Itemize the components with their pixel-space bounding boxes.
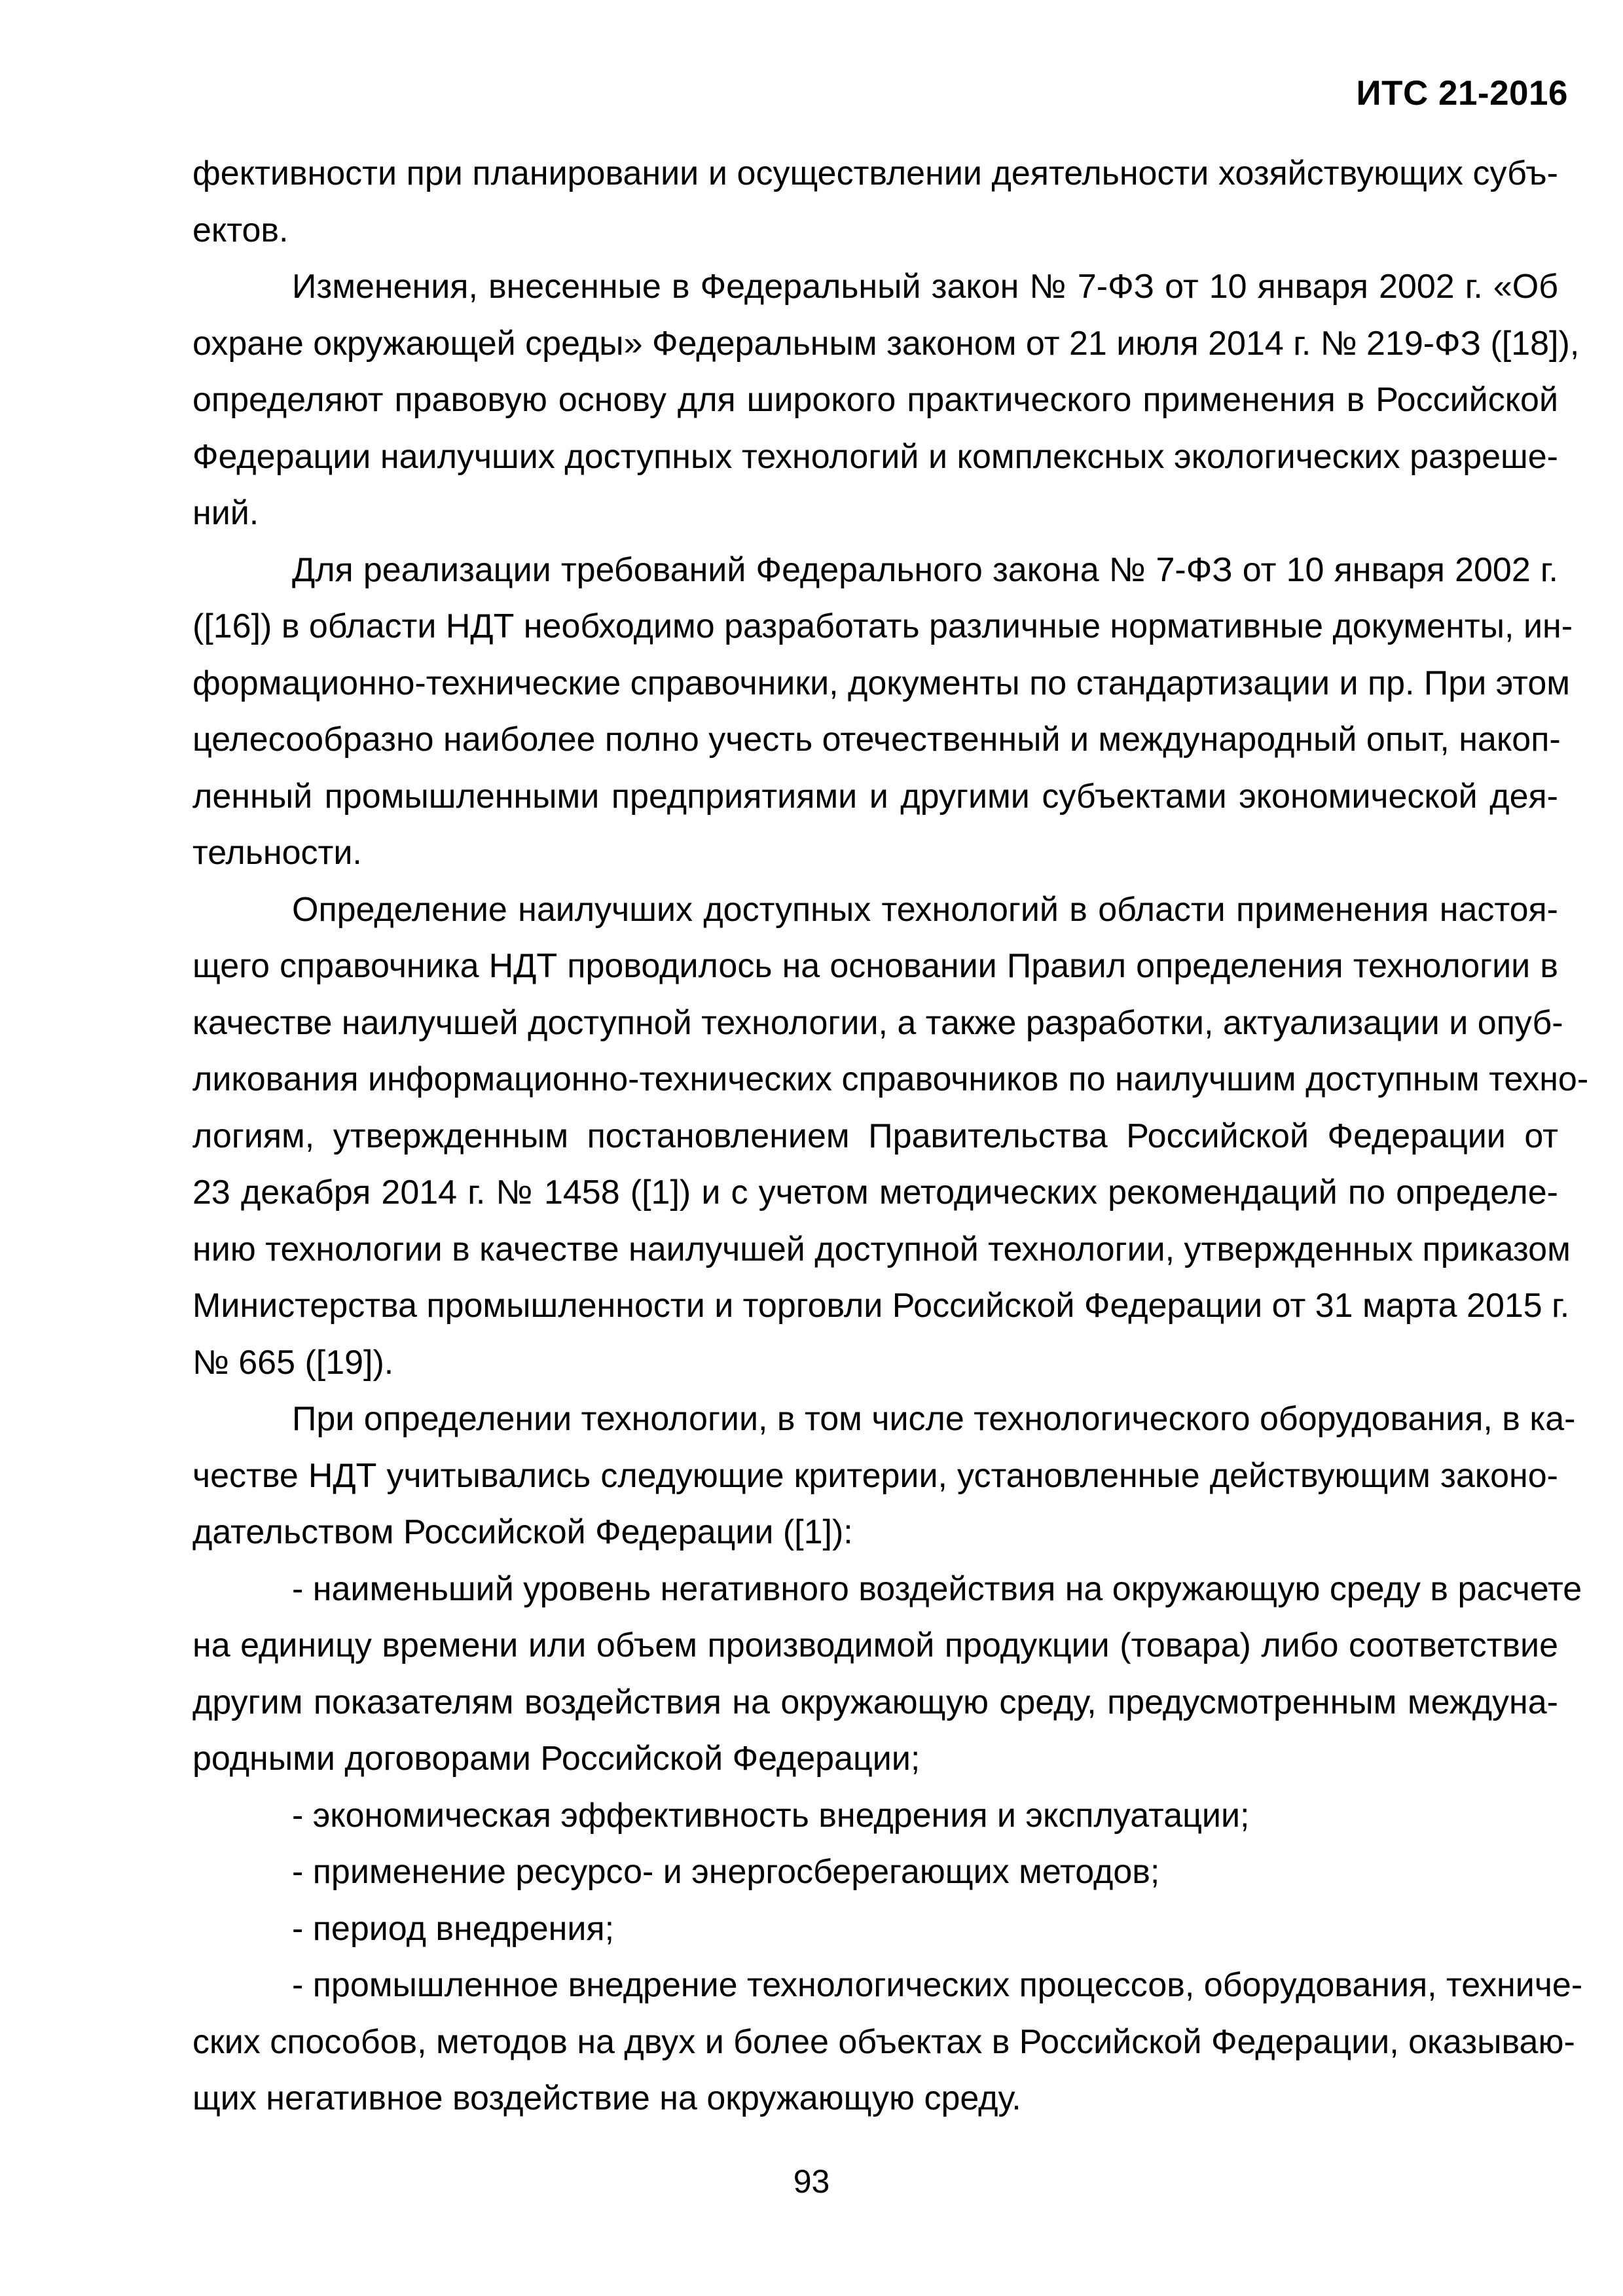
text-line: № 665 ([19]). <box>192 1343 394 1382</box>
text-line: целесообразно наиболее полно учесть отечественный и международный опыт, накоп- <box>192 721 1561 759</box>
text-line: щего справочника НДТ проводилось на основании Правил определения технологии в <box>192 947 1558 985</box>
text-line: Изменения, внесенные в Федеральный закон № 7-ФЗ от 10 января 2002 г. «Об <box>292 268 1558 306</box>
text-line: тельности. <box>192 834 362 872</box>
text-line: охране окружающей среды» Федеральным законом от 21 июля 2014 г. № 219-ФЗ ([18]), <box>192 324 1580 363</box>
text-line: 23 декабря 2014 г. № 1458 ([1]) и с учетом методических рекомендаций по определе- <box>192 1174 1558 1211</box>
text-line: - период внедрения; <box>292 1909 615 1948</box>
text-line: нию технологии в качестве наилучшей доступной технологии, утвержденных приказом <box>192 1230 1571 1268</box>
text-line: - наименьший уровень негативного воздействия на окружающую среду в расчете <box>292 1570 1582 1608</box>
text-line: - промышленное внедрение технологических процессов, оборудования, техниче- <box>292 1966 1583 2004</box>
text-line: фективности при планировании и осуществлении деятельности хозяйствующих субъ- <box>192 154 1558 192</box>
text-line: Для реализации требований Федерального закона № 7-ФЗ от 10 января 2002 г. <box>292 550 1558 589</box>
text-line: определяют правовую основу для широкого практического применения в Российской <box>192 381 1558 419</box>
text-line: честве НДТ учитывались следующие критерии, установленные действующим законо- <box>192 1456 1558 1495</box>
text-line: качестве наилучшей доступной технологии, а также разработки, актуализации и опуб- <box>192 1003 1563 1042</box>
text-line: ([16]) в области НДТ необходимо разработать различные нормативные документы, ин- <box>192 607 1573 645</box>
text-line: на единицу времени или объем производимой продукции (товара) либо соответствие <box>192 1626 1558 1664</box>
text-line: щих негативное воздействие на окружающую среду. <box>192 2079 1021 2117</box>
text-line: формационно-технические справочники, документы по стандартизации и пр. При этом <box>192 664 1570 702</box>
text-line: Определение наилучших доступных технологий в области применения настоя- <box>292 890 1558 929</box>
text-line: Министерства промышленности и торговли Российской Федерации от 31 марта 2015 г. <box>192 1287 1570 1325</box>
text-line: дательством Российской Федерации ([1]): <box>192 1513 853 1551</box>
text-line: логиям, утвержденным постановлением Правительства Российской Федерации от <box>192 1117 1558 1155</box>
text-line: ликования информационно-технических справочников по наилучшим доступным техно- <box>192 1060 1589 1098</box>
document-code-header: ИТС 21-2016 <box>1356 74 1568 113</box>
text-line: - применение ресурсо- и энергосберегающих методов; <box>292 1853 1160 1891</box>
text-line: ских способов, методов на двух и более объектах в Российской Федерации, оказываю- <box>192 2022 1575 2061</box>
text-line: При определении технологии, в том числе технологического оборудования, в ка- <box>292 1400 1576 1438</box>
text-line: Федерации наилучших доступных технологий и комплексных экологических разреше- <box>192 437 1558 476</box>
page-number: 93 <box>793 2163 830 2200</box>
text-line: родными договорами Российской Федерации; <box>192 1740 921 1778</box>
text-line: другим показателям воздействия на окружающую среду, предусмотренным междуна- <box>192 1683 1558 1721</box>
text-line: ний. <box>192 494 259 532</box>
text-line: ектов. <box>192 211 289 249</box>
text-line: - экономическая эффективность внедрения и эксплуатации; <box>292 1796 1250 1835</box>
text-line: ленный промышленными предприятиями и другими субъектами экономической дея- <box>192 777 1558 816</box>
body-text <box>192 145 1589 2127</box>
